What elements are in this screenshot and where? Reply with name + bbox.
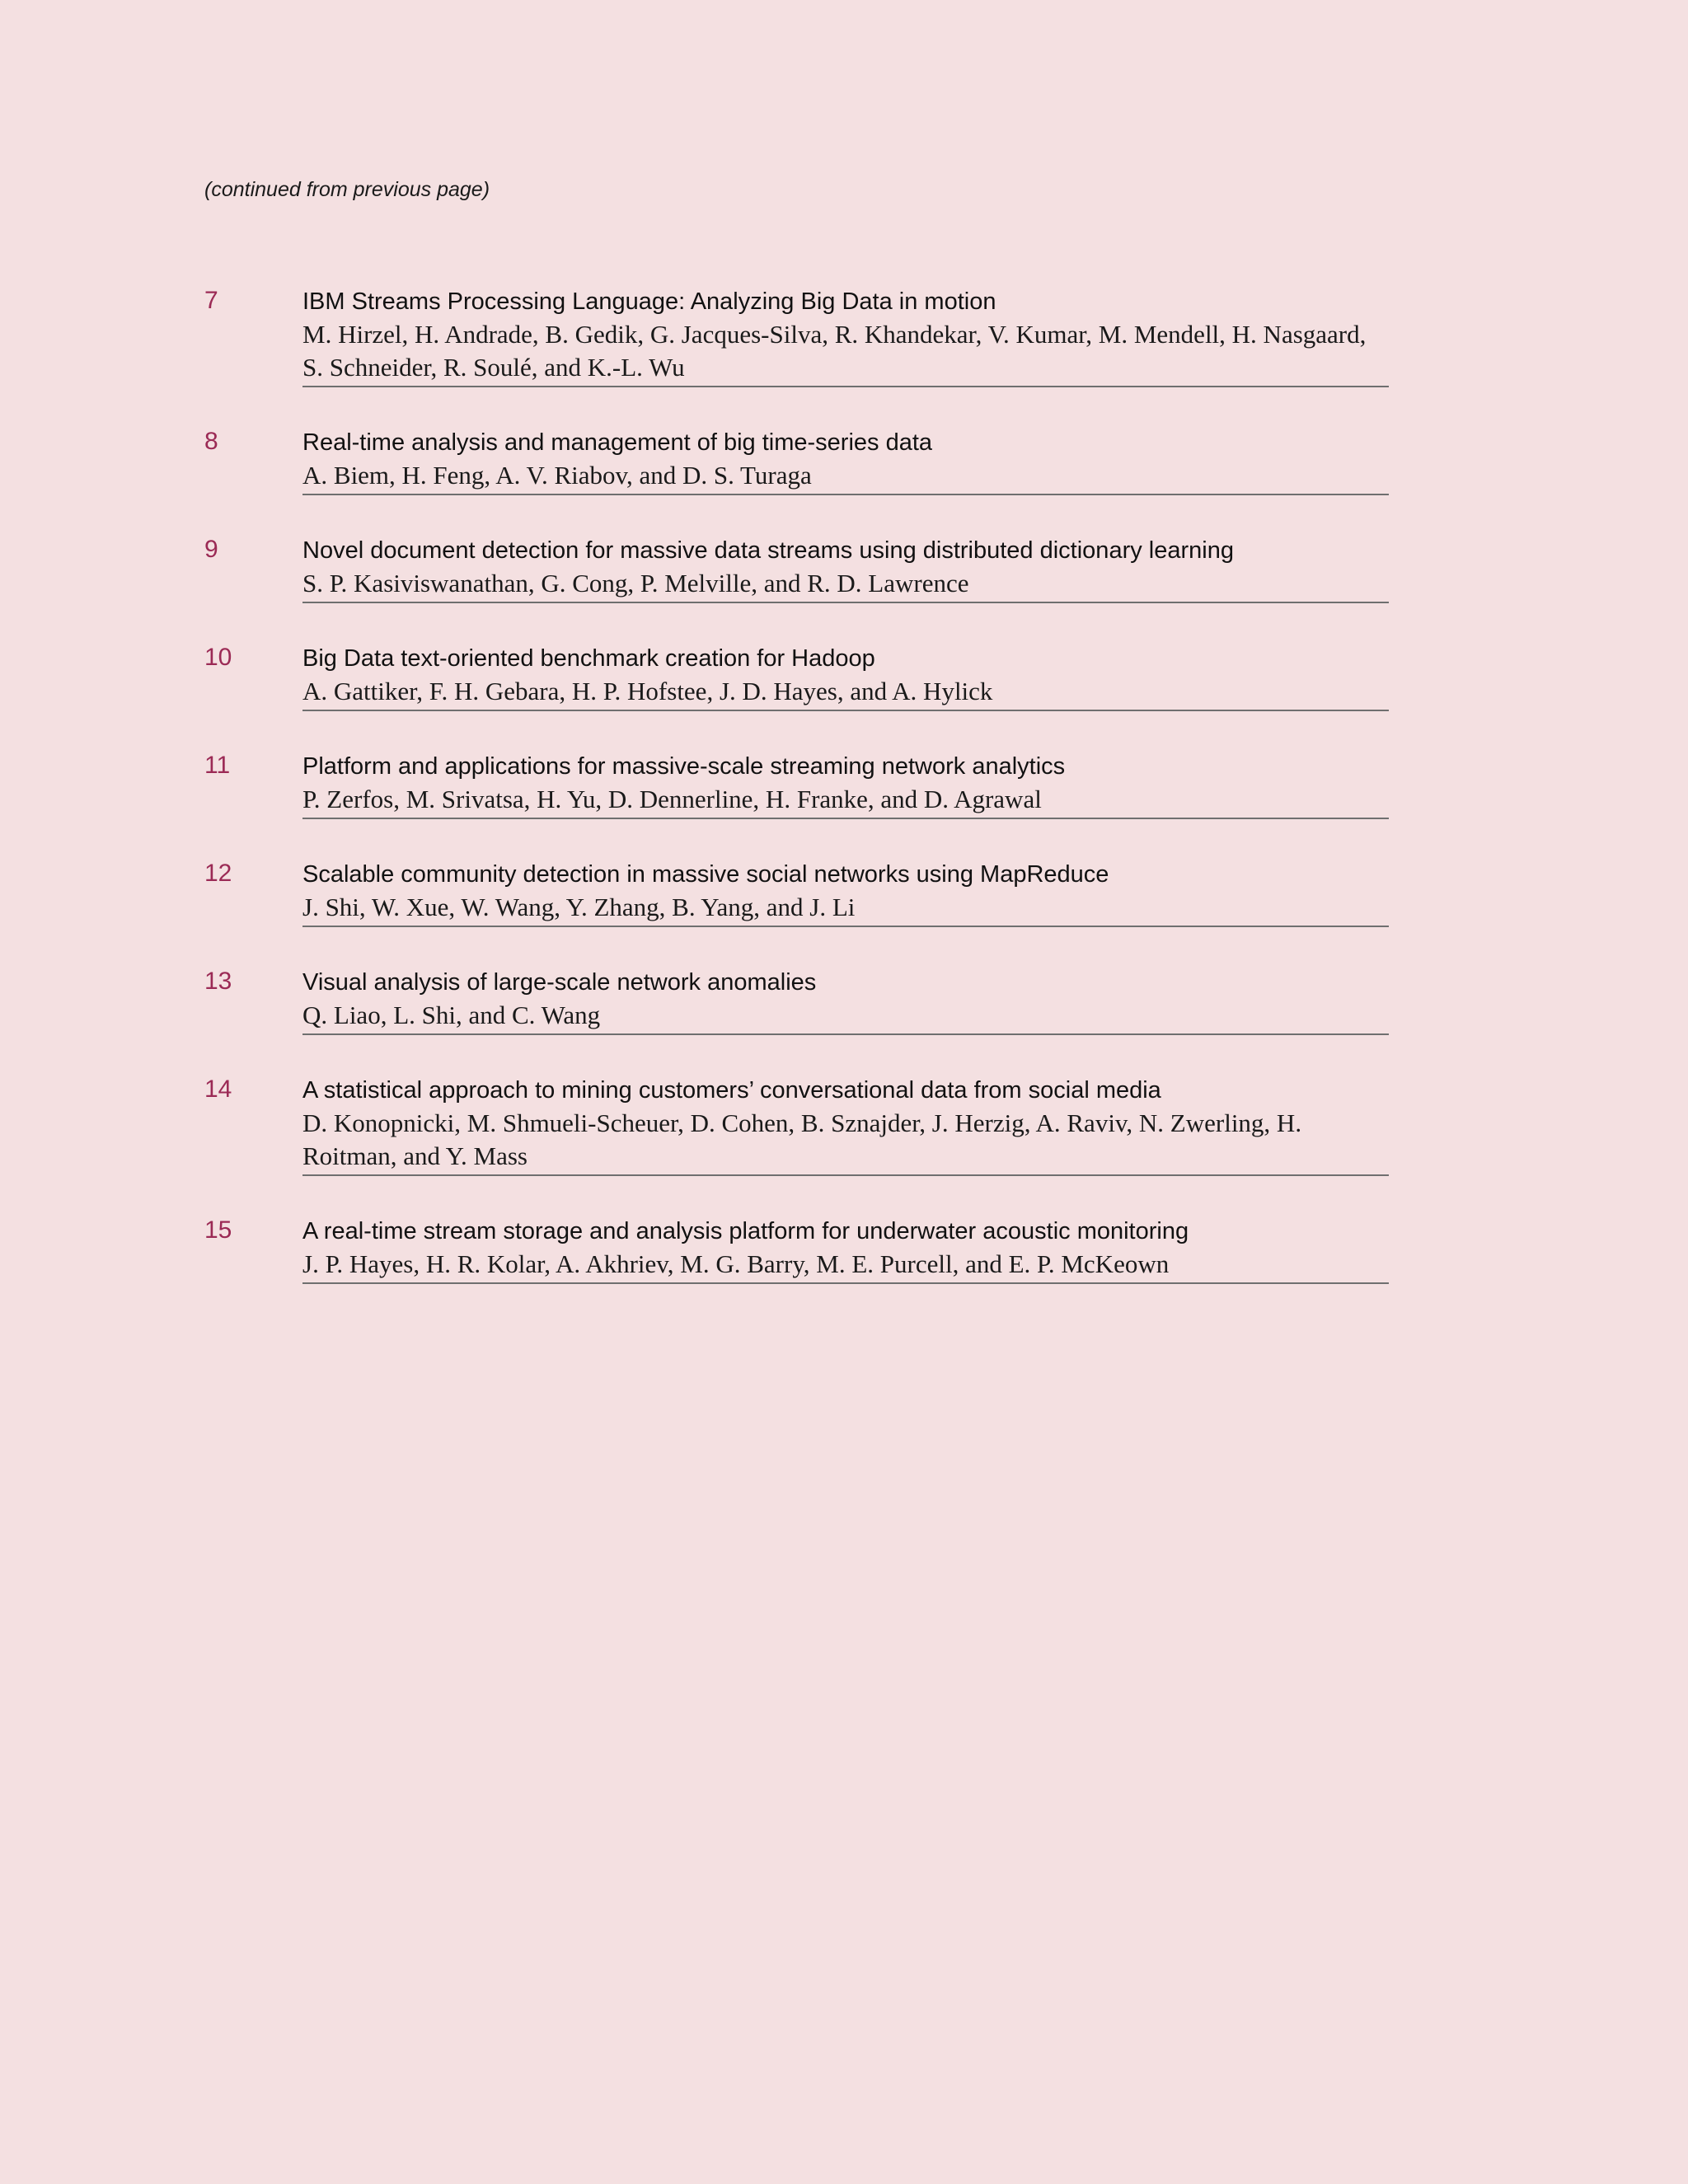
continued-note: (continued from previous page) bbox=[204, 178, 490, 201]
entry-authors: P. Zerfos, M. Srivatsa, H. Yu, D. Dennerline, H. Franke, and D. Agrawal bbox=[302, 785, 1042, 813]
entry-number: 8 bbox=[204, 428, 218, 455]
entry-title[interactable]: A real-time stream storage and analysis platform for underwater acoustic monitoring bbox=[302, 1218, 1189, 1244]
entry-body bbox=[302, 642, 1389, 711]
toc-entry[interactable] bbox=[0, 966, 1688, 1074]
entry-title[interactable]: A statistical approach to mining customers’ conversational data from social media bbox=[302, 1077, 1161, 1104]
entry-body bbox=[302, 1074, 1389, 1176]
toc-entry[interactable] bbox=[0, 534, 1688, 642]
entry-number: 11 bbox=[204, 752, 231, 779]
toc-entry[interactable] bbox=[0, 1215, 1688, 1323]
entry-authors: A. Gattiker, F. H. Gebara, H. P. Hofstee, J. D. Hayes, and A. Hylick bbox=[302, 677, 993, 705]
entry-authors: S. P. Kasiviswanathan, G. Cong, P. Melville, and R. D. Lawrence bbox=[302, 569, 969, 598]
entry-number: 7 bbox=[204, 287, 218, 314]
entry-title[interactable]: Big Data text-oriented benchmark creation for Hadoop bbox=[302, 645, 875, 672]
entry-body bbox=[302, 750, 1389, 819]
entry-number: 10 bbox=[204, 644, 232, 671]
entry-number: 9 bbox=[204, 536, 218, 563]
entry-authors: J. P. Hayes, H. R. Kolar, A. Akhriev, M. G. Barry, M. E. Purcell, and E. P. McKeown bbox=[302, 1249, 1170, 1278]
entry-number: 14 bbox=[204, 1076, 232, 1103]
toc-entry[interactable] bbox=[0, 858, 1688, 966]
entry-authors: M. Hirzel, H. Andrade, B. Gedik, G. Jacques-Silva, R. Khandekar, V. Kumar, M. Mendell, H. Nasgaard, S. Schneider, R. Soulé, and K.-L. Wu bbox=[302, 320, 1367, 382]
entry-body bbox=[302, 1215, 1389, 1284]
entry-title[interactable]: Visual analysis of large-scale network anomalies bbox=[302, 969, 817, 996]
toc-entry[interactable] bbox=[0, 642, 1688, 750]
toc-entry[interactable] bbox=[0, 750, 1688, 858]
entry-body bbox=[302, 534, 1389, 603]
entry-body bbox=[302, 966, 1389, 1035]
entry-number: 13 bbox=[204, 968, 232, 995]
entry-body bbox=[302, 426, 1389, 495]
entry-title[interactable]: Novel document detection for massive data streams using distributed dictionary learning bbox=[302, 537, 1234, 564]
toc-entry[interactable] bbox=[0, 1074, 1688, 1215]
entry-title[interactable]: Real-time analysis and management of big time-series data bbox=[302, 429, 933, 456]
toc-list bbox=[0, 285, 1688, 1323]
entry-number: 15 bbox=[204, 1216, 232, 1244]
entry-title[interactable]: IBM Streams Processing Language: Analyzing Big Data in motion bbox=[302, 288, 996, 315]
entry-title[interactable]: Platform and applications for massive-scale streaming network analytics bbox=[302, 753, 1066, 780]
toc-entry[interactable] bbox=[0, 426, 1688, 534]
entry-number: 12 bbox=[204, 860, 232, 887]
entry-body bbox=[302, 858, 1389, 927]
entry-title[interactable]: Scalable community detection in massive social networks using MapReduce bbox=[302, 861, 1109, 888]
toc-entry[interactable] bbox=[0, 285, 1688, 426]
entry-body bbox=[302, 285, 1389, 387]
entry-authors: D. Konopnicki, M. Shmueli-Scheuer, D. Cohen, B. Sznajder, J. Herzig, A. Raviv, N. Zwerling, H. Roitman, and Y. Mass bbox=[302, 1108, 1302, 1170]
entry-authors: A. Biem, H. Feng, A. V. Riabov, and D. S. Turaga bbox=[302, 461, 812, 490]
entry-authors: J. Shi, W. Xue, W. Wang, Y. Zhang, B. Yang, and J. Li bbox=[302, 893, 856, 921]
entry-authors: Q. Liao, L. Shi, and C. Wang bbox=[302, 1001, 601, 1029]
